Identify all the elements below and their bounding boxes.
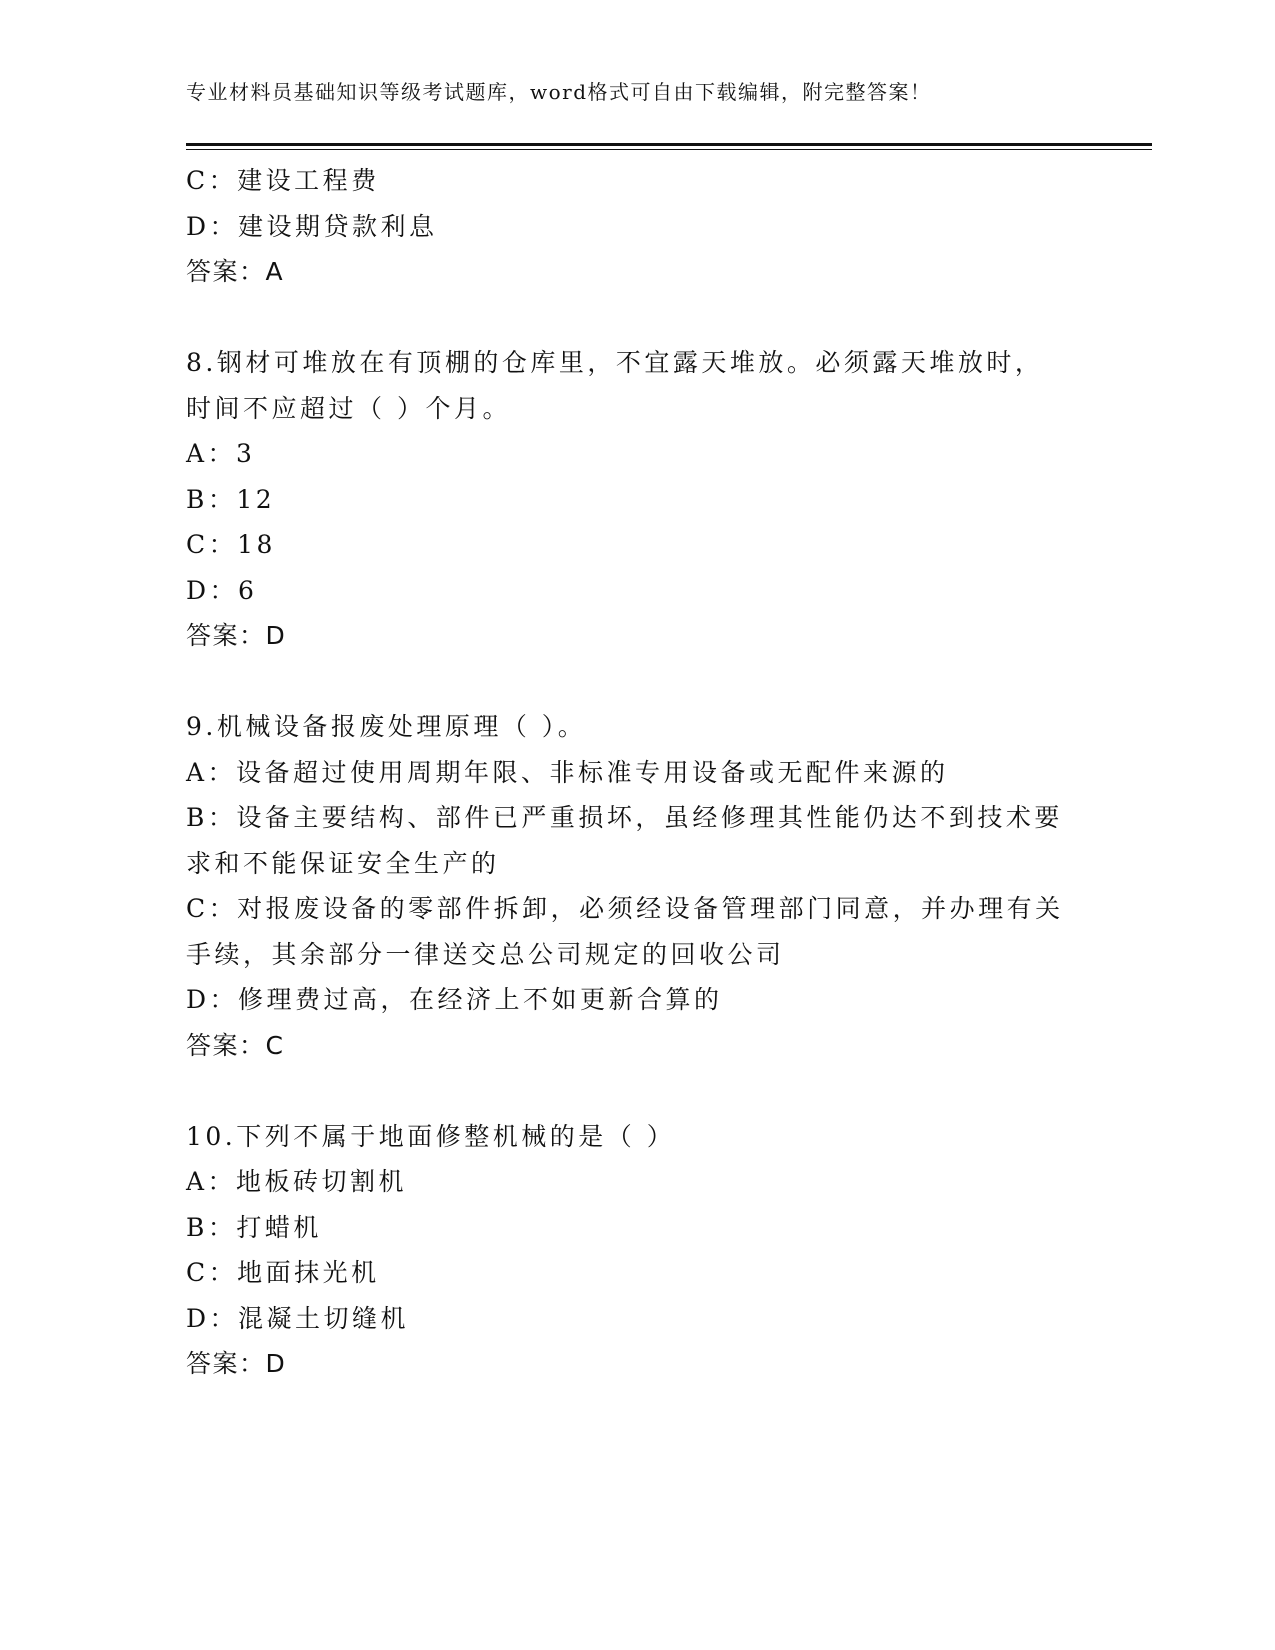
question-stem-continued: 时间不应超过（ ）个月。 [186, 393, 511, 423]
option-a: A：3 [186, 439, 256, 468]
option-d: D：修理费过高，在经济上不如更新合算的 [186, 985, 723, 1014]
question-stem: 9.机械设备报废处理原理（ ）。 [186, 712, 587, 741]
page-header: 专业材料员基础知识等级考试题库，word格式可自由下载编辑，附完整答案！ [186, 80, 932, 104]
option-c: C：地面抹光机 [186, 1258, 380, 1287]
option-c: C：对报废设备的零部件拆卸，必须经设备管理部门同意，并办理有关 [186, 894, 1064, 923]
answer-line: 答案：A [186, 257, 285, 286]
answer-line: 答案：D [186, 1349, 287, 1378]
answer-line: 答案：D [186, 621, 287, 650]
option-c: C：建设工程费 [186, 166, 380, 195]
question-9 [186, 704, 1086, 1068]
option-a: A：地板砖切割机 [186, 1167, 408, 1196]
spacer [186, 1068, 1086, 1114]
option-c-continued: 手续，其余部分一律送交总公司规定的回收公司 [186, 939, 785, 969]
option-d: D：建设期贷款利息 [186, 211, 438, 241]
header-rule-thin [186, 149, 1152, 150]
question-8 [186, 340, 1086, 659]
option-b: B：打蜡机 [186, 1212, 322, 1242]
answer-line: 答案：C [186, 1030, 285, 1060]
option-b: B：12 [186, 484, 276, 514]
option-d: D：混凝土切缝机 [186, 1303, 410, 1333]
document-body [186, 158, 1086, 1387]
option-b: B：设备主要结构、部件已严重损坏，虽经修理其性能仍达不到技术要 [186, 803, 1063, 832]
question-stem: 8.钢材可堆放在有顶棚的仓库里，不宜露天堆放。必须露天堆放时， [186, 348, 1044, 377]
option-a: A：设备超过使用周期年限、非标准专用设备或无配件来源的 [186, 757, 949, 787]
question-7-tail [186, 158, 1086, 295]
question-stem: 10.下列不属于地面修整机械的是（ ） [186, 1121, 676, 1151]
spacer [186, 295, 1086, 341]
option-b-continued: 求和不能保证安全生产的 [186, 848, 500, 878]
spacer [186, 659, 1086, 705]
option-d: D：6 [186, 575, 258, 605]
question-10 [186, 1114, 1086, 1387]
option-c: C：18 [186, 530, 276, 559]
header-rule [186, 143, 1152, 146]
